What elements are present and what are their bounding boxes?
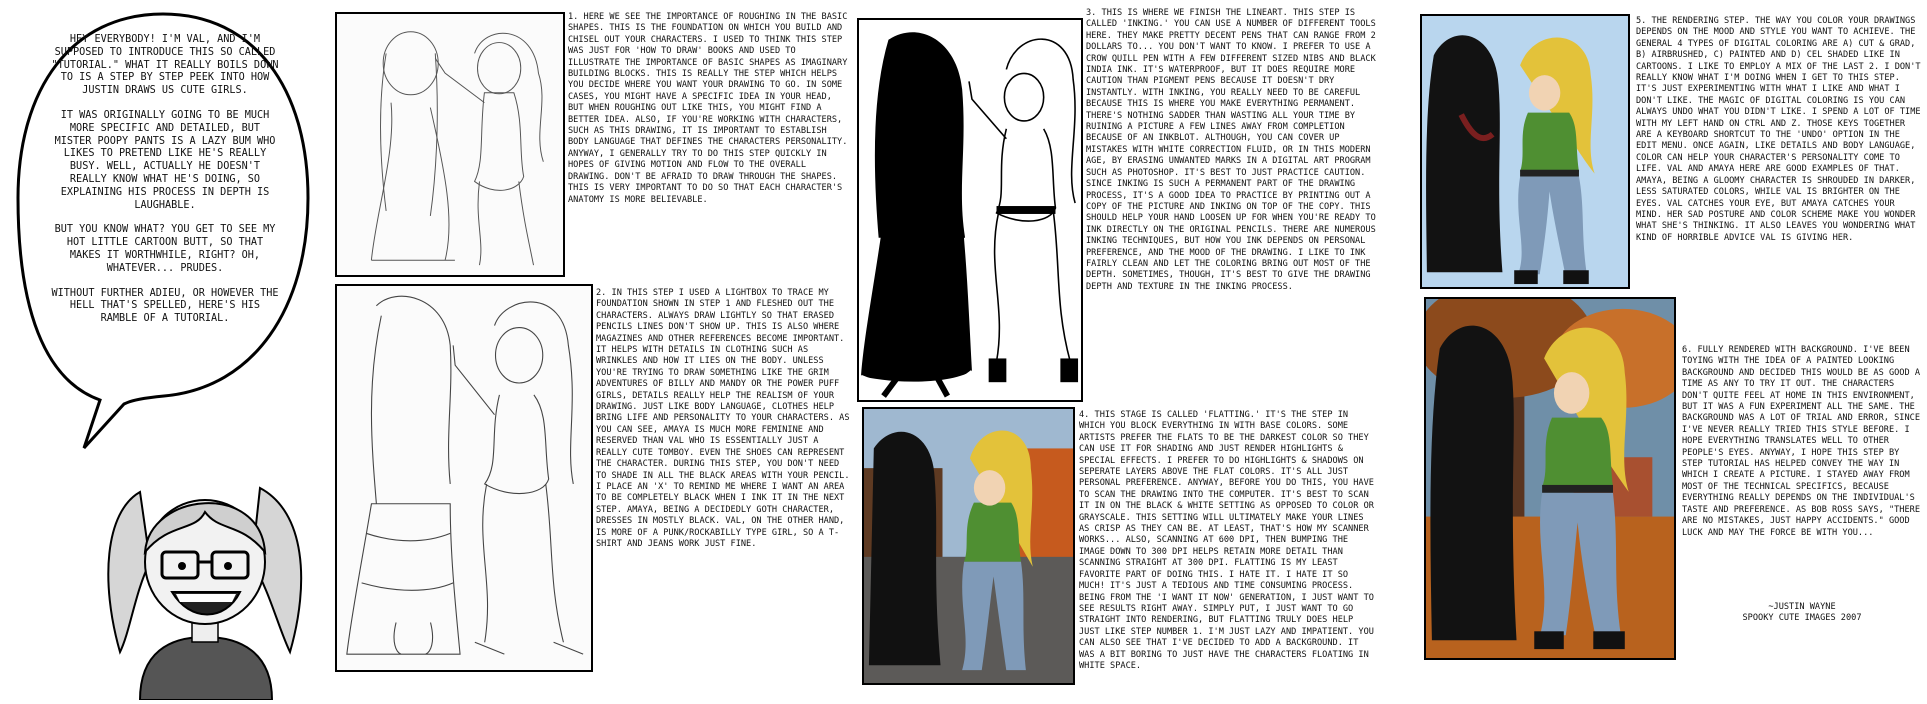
rough-sketch-illustration [337,14,563,275]
speech-bubble [14,8,312,443]
step6-description: 6. FULLY RENDERED WITH BACKGROUND. I'VE BEEN TOYING WITH THE IDEA OF A PAINTED LOOKING BACKGROUND AND DECIDED THIS WOULD BE AS GOOD A TIME AS ANY TO TRY IT OUT. THE CHARACTERS DON'T QUITE FEEL AT HOME IN THIS ENVIRONMENT, BUT IT WAS A FUN EXPERIMENT ALL THE SAME. THE BACKGROUND WAS A LOT OF TRIAL AND ERROR, SINCE I'VE NEVER REALLY TRIED THIS STYLE BEFORE. I HOPE EVERYTHING TRANSLATES WELL TO OTHER PEOPLE'S EYES. ANYWAY, I HOPE THIS STEP BY STEP TUTORIAL HAS HELPED CONVEY THE WAY IN WHICH I CREATE A PICTURE. I STAYED AWAY FROM MOST OF THE TECHNICAL SPECIFICS, BECAUSE EVERYTHING REALLY DEPENDS ON THE INDIVIDUAL'S TASTE AND PREFERENCE. AS BOB ROSS SAYS, "THERE ARE NO MISTAKES, JUST HAPPY ACCIDENTS." GOOD LUCK AND MAY THE FORCE BE WITH YOU... [1682,345,1920,538]
step4-description: 4. THIS STAGE IS CALLED 'FLATTING.' IT'S THE STEP IN WHICH YOU BLOCK EVERYTHING IN WITH BASE COLORS. SOME ARTISTS PREFER THE FLATS TO BE THE DARKEST COLOR SO THEY CAN USE IT FOR SHADING AND JUST RENDER HIGHLIGHTS & SPECIAL EFFECTS. I PREFER TO DO HIGHLIGHTS & SHADOWS ON SEPERATE LAYERS ABOVE THE FLAT COLORS. IT'S ALL JUST PERSONAL PREFERENCE. ANYWAY, BEFORE YOU DO THIS, YOU HAVE TO SCAN THE DRAWING INTO THE COMPUTER. IT'S BEST TO SCAN IT IN ON THE BLACK & WHITE SETTING AS OPPOSED TO COLOR OR GRAYSCALE. THIS SETTING WILL ULTIMATELY MAKE YOUR LINES AS CRISP AS THEY CAN BE. AT LEAST, THAT'S HOW MY SCANNER WORKS... ALSO, SCANNING AT 600 DPI, THEN BUMPING THE IMAGE DOWN TO 300 DPI HELPS RETAIN MORE DETAIL THAN SCANNING STRAIGHT AT 300 DPI. FLATTING IS MY LEAST FAVORITE PART OF DOING THIS. I HATE IT. I HATE IT SO MUCH! IT'S JUST A TEDIOUS AND TIME CONSUMING PROCESS. BEING FROM THE 'I WANT IT NOW' GENERATION, I JUST WANT TO SEE RESULTS RIGHT AWAY. SIMPLY PUT, I JUST WANT TO GO STRAIGHT INTO RENDERING, BUT FLATTING TRULY DOES HELP JUST LIKE STEP NUMBER 1. I'M JUST LAZY AND IMPATIENT. YOU CAN ALSO SEE THAT I'VE DECIDED TO ADD A BACKGROUND. IT WAS A BIT BORING TO JUST HAVE THE CHARACTERS FLOATING IN WHITE SPACE. [1079,410,1374,671]
bubble-paragraph-2: IT WAS ORIGINALLY GOING TO BE MUCH MORE SPECIFIC AND DETAILED, BUT MISTER POOPY PANTS IS A LAZY BUM WHO LIKES TO PRETEND LIKE HE'S REALLY BUSY. WELL, ACTUALLY HE DOESN'T REALLY KNOW WHAT HE'S DOING, SO EXPLAINING HIS PROCESS IN DEPTH IS LAUGHABLE. [54,109,276,211]
flats-illustration [864,409,1073,683]
final-illustration [1426,299,1674,658]
step5-description: 5. THE RENDERING STEP. THE WAY YOU COLOR YOUR DRAWINGS DEPENDS ON THE MOOD AND STYLE YOU WANT TO ACHIEVE. THE GENERAL 4 TYPES OF DIGITAL COLORING ARE A) CUT & GRAD, B) AIRBRUSHED, C) PAINTED AND D) CEL SHADED LIKE IN CARTOONS. I LIKE TO EMPLOY A MIX OF THE LAST 2. I DON'T REALLY KNOW WHAT I'M DOING WHEN I GET TO THIS STEP. IT'S JUST EXPERIMENTING WITH WHAT I LIKE AND WHAT I DON'T LIKE. THE MAGIC OF DIGITAL COLORING IS YOU CAN ALWAYS UNDO WHAT YOU DIDN'T LIKE. I SPEND A LOT OF TIME WITH MY LEFT HAND ON CTRL AND Z. THOSE KEYS TOGETHER ARE A KEYBOARD SHORTCUT TO THE 'UNDO' OPTION IN THE EDIT MENU. ONCE AGAIN, LIKE DETAILS AND BODY LANGUAGE, COLOR CAN HELP YOUR CHARACTER'S PERSONALITY COME TO LIFE. VAL AND AMAYA HERE ARE GOOD EXAMPLES OF THAT. AMAYA, BEING A GLOOMY CHARACTER IS SHROUDED IN DARKER, LESS SATURATED COLORS, WHILE VAL IS BRIGHTER ON THE EYES. VAL CATCHES YOUR EYE, BUT AMAYA CATCHES YOUR MIND. HER SAD POSTURE AND COLOR SCHEME MAKE YOU WONDER WHAT SHE'S THINKING. IT ALSO LEAVES YOU WONDERING WHAT KIND OF HORRIBLE ADVICE VAL IS GIVING HER. [1636,16,1921,243]
step3-description: 3. THIS IS WHERE WE FINISH THE LINEART. THIS STEP IS CALLED 'INKING.' YOU CAN USE A NUMBER OF DIFFERENT TOOLS HERE. THEY MAKE PRETTY DECENT PENS THAT CAN RANGE FROM 2 DOLLARS TO... YOU DON'T WANT TO KNOW. I PREFER TO USE A CROW QUILL PEN WITH A FEW DIFFERENT SIZED NIBS AND BLACK INDIA INK. IT'S WATERPROOF, BUT IT DOES REQUIRE MORE CAUTION THAN PIGMENT PENS BECAUSE IT DOESN'T DRY INSTANTLY. WITH INKING, YOU REALLY NEED TO BE CAREFUL BECAUSE THIS IS WHERE YOU MAKE EVERYTHING PERMANENT. THERE'S NOTHING SADDER THAN WASTING ALL YOUR TIME BY RUINING A PICTURE A FEW LINES AWAY FROM COMPLETION BECAUSE OF AN INKBLOT. ALTHOUGH, YOU CAN COVER UP MISTAKES WITH WHITE CORRECTION FLUID, OR IN THIS MODERN AGE, BY ERASING UNWANTED MARKS IN A DIGITAL ART PROGRAM SUCH AS PHOTOSHOP. IT'S BEST TO JUST PRACTICE CAUTION. SINCE INKING IS SUCH A PERMANENT PART OF THE DRAWING PROCESS, IT'S A GOOD IDEA TO PRACTICE BY PRINTING OUT A COPY OF THE PICTURE AND INKING ON TOP OF THE COPY. THIS SHOULD HELP YOUR HAND LOOSEN UP FOR WHEN YOU'RE READY TO INK DIRECTLY ON THE ORIGINAL PENCILS. THERE ARE NUMEROUS INKING TECHNIQUES, BUT HOW YOU INK DEPENDS ON PERSONAL PREFERENCE, AND THE MOOD OF THE DRAWING. I LIKE TO INK FAIRLY CLEAN AND LET THE COLORING BRING OUT MOST OF THE DEPTH. SOMETIMES, THOUGH, IT'S BEST TO GIVE THE DRAWING DEPTH AND TEXTURE IN THE INKING PROCESS. [1086,8,1376,292]
panel-step3-inks [857,18,1083,402]
pencils-illustration [337,286,591,670]
panel-step5-rendered [1420,14,1630,289]
signature-name: ~JUSTIN WAYNE [1768,602,1836,612]
step2-description: 2. IN THIS STEP I USED A LIGHTBOX TO TRACE MY FOUNDATION SHOWN IN STEP 1 AND FLESHED OUT THE CHARACTERS. ALWAYS DRAW LIGHTLY SO THAT ERASED PENCILS LINES DON'T SHOW UP. THIS IS ALSO WHERE MAGAZINES AND OTHER REFERENCES BECOME IMPORTANT. IT HELPS WITH DETAILS IN CLOTHING SUCH AS WRINKLES AND HOW IT LIES ON THE BODY. UNLESS YOU'RE TRYING TO DRAW SOMETHING LIKE THE GRIM ADVENTURES OF BILLY AND MANDY OR THE POWER PUFF GIRLS, DETAILS REALLY HELP THE REALISM OF YOUR DRAWING. JUST LIKE BODY LANGUAGE, CLOTHES HELP BRING LIFE AND PERSONALITY TO YOUR CHARACTERS. AS YOU CAN SEE, AMAYA IS MUCH MORE FEMININE AND RESERVED THAN VAL WHO IS ESSENTIALLY JUST A REALLY CUTE TOMBOY. EVEN THE SHOES CAN REPRESENT THE CHARACTER. DURING THIS STEP, YOU DON'T NEED TO SHADE IN ALL THE BLACK AREAS WITH YOUR PENCIL. I PLACE AN 'X' TO REMIND ME WHERE I WANT AN AREA TO BE COMPLETELY BLACK WHEN I INK IT IN THE NEXT STEP. AMAYA, BEING A DECIDEDLY GOTH CHARACTER, DRESSES IN MOSTLY BLACK. VAL, ON THE OTHER HAND, IS MORE OF A PUNK/ROCKABILLY TYPE GIRL, SO A T-SHIRT AND JEANS WORK JUST FINE. [596,288,850,549]
step1-description: 1. HERE WE SEE THE IMPORTANCE OF ROUGHING IN THE BASIC SHAPES. THIS IS THE FOUNDATION ON WHICH YOU BUILD AND CHISEL OUT YOUR CHARACTERS. I USED TO THINK THIS STEP WAS JUST FOR 'HOW TO DRAW' BOOKS AND USED TO ILLUSTRATE THE IMPORTANCE OF BASIC SHAPES AS IMAGINARY BUILDING BLOCKS. THIS IS REALLY THE STEP WHICH HELPS YOU DECIDE WHERE YOU WANT YOUR DRAWING TO GO. IN SOME CASES, YOU MIGHT HAVE A SPECIFIC IDEA IN YOUR HEAD, BUT WHEN ROUGHING OUT LIKE THIS, YOU MIGHT FIND A BETTER IDEA. ALSO, IF YOU'RE WORKING WITH CHARACTERS, SUCH AS THIS DRAWING, IT IS IMPORTANT TO ESTABLISH BODY LANGUAGE THAT DEFINES THE CHARACTERS PERSONALITY. ANYWAY, I GENERALLY TRY TO DO THIS STEP QUICKLY IN HOPES OF GIVING MOTION AND FLOW TO THE OVERALL DRAWING. DON'T BE AFRAID TO DRAW THROUGH THE SHAPES. THIS IS VERY IMPORTANT TO DO SO THAT EACH CHARACTER'S ANATOMY IS MORE BELIEVABLE. [568,12,848,205]
panel-step1-rough-sketch [335,12,565,277]
bubble-paragraph-1: HEY EVERYBODY! I'M VAL, AND I'M SUPPOSED TO INTRODUCE THIS SO CALLED "TUTORIAL." WHAT IT REALLY BOILS DOWN TO IS A STEP BY STEP PEEK INTO HOW JUSTIN DRAWS US CUTE GIRLS. [51,34,279,97]
signature [1682,602,1922,625]
bubble-paragraph-3: BUT YOU KNOW WHAT? YOU GET TO SEE MY HOT LITTLE CARTOON BUTT, SO THAT MAKES IT WORTHWHILE, RIGHT? OH, WHATEVER... PRUDES. [54,224,276,274]
speech-bubble-text [50,34,280,338]
panel-step4-flats [862,407,1075,685]
host-character-val [100,452,310,700]
bubble-paragraph-4: WITHOUT FURTHER ADIEU, OR HOWEVER THE HELL THAT'S SPELLED, HERE'S HIS RAMBLE OF A TUTORIAL. [51,287,279,325]
val-host-illustration [100,452,310,700]
panel-step6-final [1424,297,1676,660]
panel-step2-pencils [335,284,593,672]
signature-company: SPOOKY CUTE IMAGES 2007 [1742,613,1862,624]
inks-illustration [859,20,1081,400]
rendered-illustration [1422,16,1628,287]
